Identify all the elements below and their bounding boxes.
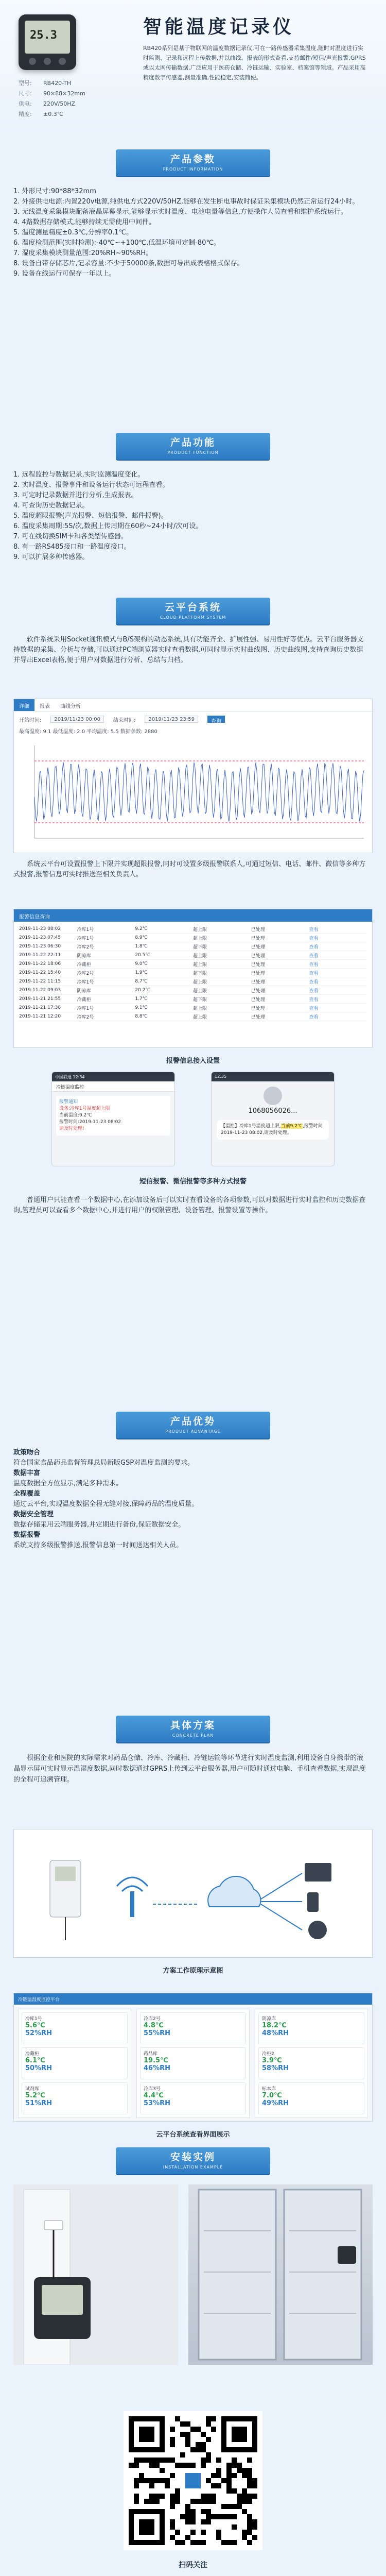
sensor-probe — [44, 2221, 63, 2230]
device-card[interactable] — [140, 2082, 246, 2114]
status-bar: 12:35 — [212, 1072, 334, 1081]
table-cell: 冷库1号 — [77, 979, 94, 985]
advantage-text: 符合国家食品药品监督管理总局新版GSP对温度监测的要求。 — [13, 1459, 195, 1467]
view-link[interactable]: 查看 — [309, 936, 319, 941]
temperature-value: 18.2℃ — [262, 2022, 287, 2029]
list-item: 7. 湿度采集模块测量范围:20%RH~90%RH。 — [13, 249, 153, 257]
spec-row: 尺寸: 90×88×32mm — [19, 90, 85, 97]
list-item: 6. 温度采集周期:5S/次,数据上传周期在60秒~24小时/次可设。 — [13, 522, 203, 530]
list-item: 7. 可在线切换SIM卡和各类型传感器。 — [13, 533, 128, 540]
avatar — [264, 1087, 282, 1105]
device-name: 阴凉库 — [262, 2016, 276, 2022]
table-cell: 已处理 — [251, 944, 265, 950]
table-cell: 冷库1号 — [77, 936, 94, 941]
tab-curve[interactable]: 曲线分析 — [60, 704, 81, 709]
table-cell: 超下限 — [193, 971, 207, 976]
install-photo-wall — [13, 2184, 178, 2365]
alarm-intro — [13, 859, 369, 880]
device-name: 冷库3号 — [144, 2087, 161, 2092]
wireless-signal-icon — [117, 1877, 148, 1891]
device-card[interactable] — [258, 2047, 364, 2079]
qr-code — [124, 2411, 262, 2550]
device-name: 冷藏柜 — [25, 2052, 40, 2057]
device-column — [18, 2009, 131, 2118]
alarm-table — [14, 922, 372, 1024]
spec-row: 型号: RB420-TH — [19, 80, 72, 87]
advantage-heading: 数据丰富 — [13, 1469, 41, 1477]
spec-summary — [19, 78, 121, 120]
tab-report[interactable]: 报表 — [40, 704, 50, 709]
table-cell: 2019-11-21 12:20 — [19, 1014, 61, 1019]
section-banner-install: 安装实例 INSTALLATION EXAMPLE — [116, 2147, 270, 2174]
platform-dashboard-screenshot — [13, 1993, 373, 2122]
table-cell: 超上限 — [193, 988, 207, 994]
paragraph: 普通用户只能查看一个数据中心,在添加设备后可以实时查看设备的各项参数,可以对数据进行实时监控和历史数据查询,管理员可以查看多个数据中心,并进行用户的权限管理、设备管理、报警设置等操作。 — [13, 1196, 366, 1214]
list-item: 8. 有一路RS485接口和一路温度接口。 — [13, 543, 131, 551]
list-item: 5. 温度测量精度±0.3℃,分辨率0.1℃。 — [13, 229, 133, 236]
temperature-value: 5.2℃ — [25, 2092, 45, 2099]
table-cell: 超上限 — [193, 953, 207, 959]
view-link[interactable]: 查看 — [309, 979, 319, 985]
table-cell: 2019-11-21 17:38 — [19, 1005, 61, 1010]
caption: 短信报警、微信报警等多种方式报警 — [139, 1178, 247, 1185]
table-cell: 2019-11-23 07:45 — [19, 935, 61, 940]
temperature-value: 3.9℃ — [262, 2057, 282, 2064]
list-item: 9. 可以扩展多种传感器。 — [13, 553, 89, 561]
app-title: 冷链温湿度监控平台 — [14, 1993, 372, 2005]
stats-line: 最高温度: 9.1 最低温度: 2.0 平均温度: 5.5 数据条数: 2880 — [19, 729, 157, 735]
table-cell: 阴凉库 — [77, 988, 91, 994]
table-cell: 1.7℃ — [135, 996, 148, 1002]
table-cell: 冷藏柜 — [77, 962, 91, 968]
table-cell: 2019-11-22 15:40 — [19, 970, 61, 975]
recorder-device — [338, 2246, 356, 2264]
table-cell: 20.5℃ — [135, 953, 151, 958]
table-cell: 已处理 — [251, 971, 265, 976]
table-cell: 冷库1号 — [77, 1006, 94, 1011]
table-cell: 2019-11-22 22:11 — [19, 953, 61, 958]
paragraph: 系统云平台可设置报警上下限并实现超限报警,同时可设置多级报警联系人,可通过短信、电话、邮件、微信等多种方式报警,报警信息可实时推送至相关负责人。 — [13, 860, 366, 878]
view-link[interactable]: 查看 — [309, 1006, 319, 1011]
advantage-text: 系统支持多级报警推送,报警信息第一时间送达相关人员。 — [13, 1541, 183, 1549]
device-card[interactable] — [22, 2012, 128, 2044]
cloud-icon — [208, 1876, 260, 1907]
section-banner-function: 产品功能 PRODUCT FUNCTION — [116, 433, 270, 460]
list-item: 3. 无线温度采集模块配备液晶屏幕显示,能够显示实时温度、电池电量等信息,方便操作人员查看和维护系统运行。 — [13, 208, 347, 216]
device-name: 试剂库 — [25, 2087, 40, 2092]
table-cell: 已处理 — [251, 997, 265, 1003]
paragraph: 软件系统采用Socket通讯模式与B/S架构的动态系统,具有功能齐全、扩展性强、易用性好等优点。云平台服务器支持数据的采集、分析与存储,可以通过PC端浏览器实时查看数据,可同时显示实时曲线图、历史曲线图,支持查询历史数据并导出Excel表格,便于用户对数据进行分析、总结与归档。 — [13, 636, 364, 664]
table-cell: 9.1℃ — [135, 1005, 148, 1010]
product-description: RB420系列是基于物联网的温度数据记录仪,可在一路传感器采集温度,随时对温度进行实时监测、记录和远程上传数据,并以曲线、报表的形式查看,支持邮件/短信/声光报警,GPRS或以太网传输数据,广泛应用于医药仓储、冷链运输、实验室、档案馆等领域。产品采用高精度数字传感器,测量准确,性能稳定,安装简便。 — [143, 45, 366, 81]
tab-detail[interactable]: 详细 — [14, 699, 34, 711]
params-list — [13, 187, 369, 279]
view-link[interactable]: 查看 — [309, 997, 319, 1003]
view-link[interactable]: 查看 — [309, 944, 319, 950]
caption: 报警信息接入设置 — [166, 1057, 220, 1065]
humidity-value: 55%RH — [144, 2029, 171, 2037]
humidity-value: 49%RH — [262, 2099, 289, 2107]
sms-sender: 1068056026... — [248, 1107, 297, 1115]
list-item: 6. 温度检测范围(实时检测):-40℃~+100℃,低温环境可定制-80℃。 — [13, 239, 221, 247]
sms-alarm-screenshot — [211, 1072, 335, 1166]
table-cell: 2019-11-23 06:30 — [19, 944, 61, 949]
table-title: 报警信息查询 — [14, 909, 372, 922]
install-photo-fridge — [188, 2184, 373, 2365]
humidity-value: 48%RH — [262, 2029, 289, 2037]
system-diagram — [13, 1829, 373, 1958]
device-button — [44, 58, 51, 65]
section-banner-advantage: 产品优势 PRODUCT ADVANTAGE — [116, 1412, 270, 1438]
humidity-value: 53%RH — [144, 2099, 171, 2107]
device-name: 标本库 — [262, 2087, 276, 2092]
device-name: 冷库2号 — [144, 2016, 161, 2022]
list-item: 3. 可定时记录数据并进行分析,生成报表。 — [13, 492, 138, 499]
table-cell: 超上限 — [193, 979, 207, 985]
status-bar: 中国联通 12:34 — [52, 1072, 174, 1081]
temperature-value: 4.8℃ — [144, 2022, 164, 2029]
table-cell: 冷库1号 — [77, 927, 94, 933]
table-cell: 超上限 — [193, 927, 207, 933]
signal-tower — [130, 1891, 134, 1917]
table-cell: 冷库2号 — [77, 1014, 94, 1020]
advantage-heading: 数据报警 — [13, 1531, 41, 1539]
spec-row: 供电: 220V/50HZ — [19, 100, 76, 107]
table-cell: 冷库2号 — [77, 944, 94, 950]
list-item: 5. 温度超限报警(声光报警、短信报警、邮件报警)。 — [13, 512, 168, 520]
table-cell: 超上限 — [193, 936, 207, 941]
table-row — [19, 951, 367, 960]
table-cell: 已处理 — [251, 953, 265, 959]
table-row — [19, 986, 367, 995]
temperature-value: 19.5℃ — [144, 2057, 168, 2064]
device-card[interactable] — [258, 2082, 364, 2114]
humidity-value: 50%RH — [25, 2064, 52, 2072]
device-card[interactable] — [22, 2047, 128, 2079]
advantage-text: 温度数据全方位显示,满足多种需求。 — [13, 1480, 123, 1487]
temperature-value: 7.0℃ — [262, 2092, 282, 2099]
list-item: 4. 4路数据存储模式,能够持续无需使用中间件。 — [13, 218, 155, 226]
list-item: 9. 设备在线运行可保存一年以上。 — [13, 270, 116, 278]
table-cell: 2019-11-22 09:03 — [19, 988, 61, 993]
device-name: 药品库 — [144, 2052, 158, 2057]
caption: 云平台系统查看界面展示 — [156, 2131, 230, 2139]
table-cell: 已处理 — [251, 936, 265, 941]
list-item: 2. 实时温度、报警事件和设备运行状态可远程查看。 — [13, 481, 169, 489]
device-column — [136, 2009, 250, 2118]
spec-row: 精度: ±0.3℃ — [19, 111, 64, 117]
view-link[interactable]: 查看 — [309, 953, 319, 959]
table-cell: 已处理 — [251, 1014, 265, 1020]
table-cell: 已处理 — [251, 979, 265, 985]
table-cell: 阴凉库 — [77, 953, 91, 959]
alarm-table-screenshot — [13, 909, 373, 1048]
filter-bar — [14, 711, 372, 727]
device-card[interactable] — [140, 2012, 246, 2044]
temperature-value: 6.1℃ — [25, 2057, 45, 2064]
table-cell: 2019-11-22 11:15 — [19, 979, 61, 984]
table-cell: 已处理 — [251, 988, 265, 994]
table-cell: 1.9℃ — [135, 970, 148, 975]
function-list — [13, 470, 369, 563]
table-cell: 8.7℃ — [135, 979, 148, 984]
section-banner-platform: 云平台系统 CLOUD PLATFORM SYSTEM — [116, 598, 270, 624]
hero-section — [0, 0, 386, 137]
view-link[interactable]: 查看 — [309, 962, 319, 968]
solution-paragraph: 根据企业和医院的实际需求对药品仓储、冷库、冷藏柜、冷链运输等环节进行实时温度监测,利用设备自身携带的液晶显示屏可实时显示温湿度数据,同时数据通过GPRS上传到云平台服务器,用户可随时通过电脑、手机查看数据,实现温度的全程可追溯管理。 — [13, 1754, 366, 1784]
device-button — [29, 58, 36, 65]
table-cell: 已处理 — [251, 1006, 265, 1011]
device-button — [59, 58, 66, 65]
view-link[interactable]: 查看 — [309, 988, 319, 994]
table-cell: 超上限 — [193, 1006, 207, 1011]
qr-label: 扫码关注 — [179, 2561, 207, 2569]
table-cell: 超上限 — [193, 1014, 207, 1020]
advantage-text: 数据存储采用云端服务器,并定期进行备份,保证数据安全。 — [13, 1521, 185, 1529]
temperature-value: 4.4℃ — [144, 2092, 164, 2099]
view-link[interactable]: 查看 — [309, 971, 319, 976]
humidity-value: 52%RH — [25, 2029, 52, 2037]
table-cell: 已处理 — [251, 927, 265, 933]
fridge-left — [199, 2190, 276, 2360]
end-label: 结束时间: — [113, 718, 136, 723]
device-card[interactable] — [22, 2082, 128, 2114]
table-cell: 8.9℃ — [135, 935, 148, 940]
curve-screenshot — [13, 699, 373, 853]
table-cell: 冷藏柜 — [77, 997, 91, 1003]
list-item: 8. 设备自带存储芯片,记录容量:不少于50000条,数据可导出成表格格式保存。 — [13, 260, 244, 267]
device-card[interactable] — [258, 2012, 364, 2044]
start-time-input[interactable]: 2019/11/23 00:00 — [50, 716, 104, 723]
device-card[interactable] — [140, 2047, 246, 2079]
table-cell: 超下限 — [193, 944, 207, 950]
table-cell: 已处理 — [251, 962, 265, 968]
user-icon — [308, 1921, 327, 1939]
table-cell: 2019-11-23 08:02 — [19, 926, 61, 931]
view-link[interactable]: 查看 — [309, 927, 319, 933]
advantage-heading: 数据安全管理 — [13, 1511, 54, 1518]
platform-intro — [13, 635, 369, 666]
table-row — [19, 995, 367, 1004]
table-row — [19, 977, 367, 986]
advantage-list — [13, 1448, 369, 1551]
table-row — [19, 969, 367, 977]
device-name: 冷库1号 — [25, 2016, 42, 2022]
table-row — [19, 1012, 367, 1021]
table-row — [19, 925, 367, 934]
humidity-value: 46%RH — [144, 2064, 171, 2072]
table-row — [19, 960, 367, 969]
advantage-heading: 全程覆盖 — [13, 1490, 41, 1498]
table-cell: 9.0℃ — [135, 961, 148, 967]
humidity-value: 51%RH — [25, 2099, 52, 2107]
table-row — [19, 942, 367, 951]
device-lcd — [42, 2285, 83, 2315]
table-cell: 超上限 — [193, 962, 207, 968]
table-cell: 9.2℃ — [135, 926, 148, 931]
temperature-curve-chart — [19, 740, 367, 849]
table-cell: 2019-11-22 18:06 — [19, 961, 61, 967]
table-cell: 2019-11-21 21:55 — [19, 996, 61, 1002]
table-cell: 冷库2号 — [77, 971, 94, 976]
computer-icon — [305, 1863, 331, 1882]
view-link[interactable]: 查看 — [309, 1014, 319, 1020]
humidity-value: 58%RH — [262, 2064, 289, 2072]
tab-bar — [14, 699, 372, 711]
table-cell: 8.8℃ — [135, 1014, 148, 1019]
fridge-right — [284, 2190, 361, 2360]
alarm-message: 报警通知 设备:冷库1号温度超上限 当前温度:9.2℃ 报警时间:2019-11-23 08:02 请及时处理! — [56, 1096, 170, 1136]
list-item: 1. 外形尺寸:90*88*32mm — [13, 188, 96, 195]
start-label: 开始时间: — [19, 718, 42, 723]
device-name: 冷柜2 — [262, 2052, 274, 2057]
page-title: 智能温度记录仪 — [143, 16, 295, 38]
advantage-text: 通过云平台,实现温度数据全程无缝对接,保障药品的温度质量。 — [13, 1500, 199, 1508]
table-cell: 超下限 — [193, 997, 207, 1003]
table-cell: 20.2℃ — [135, 988, 151, 993]
sms-bubble: 【温控】冷库1号温度超上限,当前9.2℃,报警时间2019-11-23 08:02,请及时处理。 — [217, 1120, 329, 1140]
table-row — [19, 934, 367, 942]
advantage-heading: 政策吻合 — [13, 1449, 41, 1456]
query-button[interactable]: 查询 — [207, 716, 225, 723]
phone-icon — [307, 1892, 319, 1912]
temperature-value: 5.6℃ — [25, 2022, 45, 2029]
device-lcd — [25, 21, 70, 54]
data-link — [261, 1904, 302, 1930]
data-link — [261, 1873, 302, 1899]
device-reading: 25.3 — [30, 29, 57, 42]
device-lcd — [55, 1867, 76, 1881]
device-column — [255, 2009, 368, 2118]
permission-intro — [13, 1195, 369, 1216]
section-banner-params: 产品参数 PRODUCT INFORMATION — [116, 149, 270, 176]
temperature-series-line — [34, 762, 364, 822]
chat-title: 冷链温度监控 — [52, 1081, 174, 1092]
caption: 方案工作原理示意图 — [163, 1967, 223, 1975]
table-cell: 1.8℃ — [135, 944, 148, 949]
list-item: 1. 远程监控与数据记录,实时监测温度变化。 — [13, 471, 145, 479]
list-item: 4. 可查询历史数据记录。 — [13, 502, 89, 510]
section-banner-solution: 具体方案 CONCRETE PLAN — [116, 1716, 270, 1742]
wechat-alarm-screenshot — [51, 1072, 175, 1166]
list-item: 2. 外接供电电源:内置220v电源,纯供电方式220V/50HZ,能够在发生断电事故时保证采集模块仍然正常运行24小时。 — [13, 198, 359, 206]
table-row — [19, 1004, 367, 1012]
end-time-input[interactable]: 2019/11/23 23:59 — [145, 716, 198, 723]
device-image — [19, 14, 76, 70]
